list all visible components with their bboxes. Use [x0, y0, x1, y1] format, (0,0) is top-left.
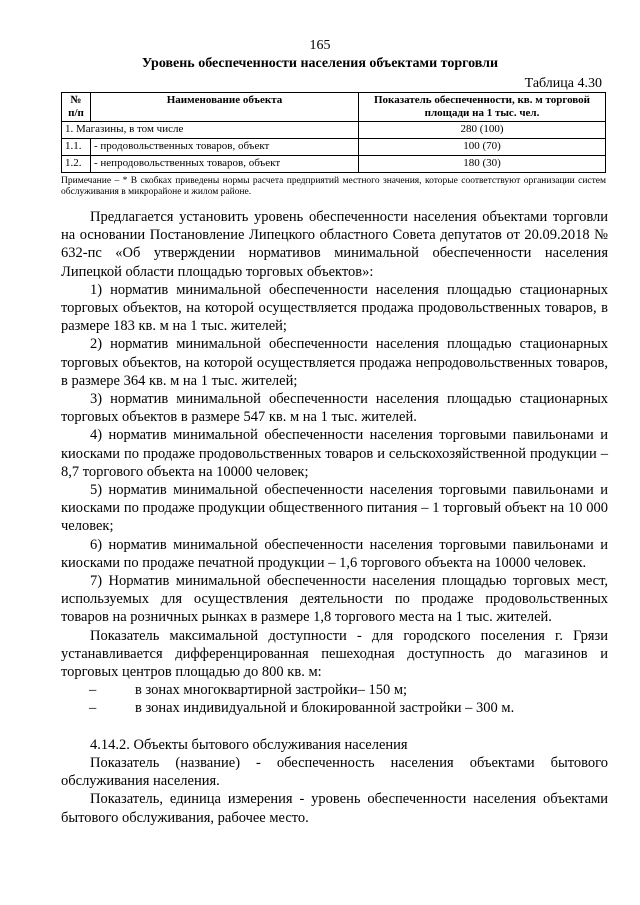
list-item: [61, 681, 608, 699]
table-note: Примечание – * В скобках приведены нормы расчета предприятий местного значения, которые соответствуют организации систем обслуживания в микрорайоне и жилом районе.: [61, 176, 606, 197]
section-heading: 4.14.2. Объекты бытового обслуживания населения: [90, 736, 408, 753]
paragraph: 4) норматив минимальной обеспеченности населения торговыми павильонами и киосками по продаже продовольственных товаров и сельскохозяйственной продукции – 8,7 торгового объекта на 10000 человек;: [61, 427, 608, 480]
row-value: 280 (100): [359, 122, 606, 139]
paragraph: 1) норматив минимальной обеспеченности населения площадью стационарных торговых объектов, на которой осуществляется продажа продовольственных товаров, в размере 183 кв. м на 1 тыс. жителей;: [61, 281, 608, 335]
header-number: № п/п: [62, 93, 91, 122]
table-label: Таблица 4.30: [524, 76, 602, 91]
row-name: - продовольственных товаров, объект: [91, 139, 359, 156]
paragraph: 5) норматив минимальной обеспеченности населения торговыми павильонами и киосками по продаже продукции общественного питания – 1 торговый объект на 10 000 человек;: [61, 482, 608, 535]
row-value: 100 (70): [359, 139, 606, 156]
table-row: [62, 122, 606, 139]
paragraph: Показатель максимальной доступности - для городского поселения г. Грязи устанавливается дифференцированная пешеходная доступность до магазинов и торговых центров площадью до 800 кв. м:: [61, 627, 608, 681]
page-number: 165: [309, 38, 331, 53]
paragraph: Показатель, единица измерения - уровень обеспеченности населения объектами бытового обслуживания, рабочее место.: [61, 791, 608, 826]
page-title: Уровень обеспеченности населения объектами торговли: [141, 56, 499, 71]
paragraph: 7) Норматив минимальной обеспеченности населения площадью торговых мест, используемых для осуществления деятельности по продаже продовольственных товаров на розничных рынках в размере 1,8 торгового места на 1 тыс. жителей.: [61, 573, 608, 626]
list-item-text: в зонах индивидуальной и блокированной застройки – 300 м.: [135, 700, 515, 717]
document-body: [61, 208, 608, 827]
header-object-name: Наименование объекта: [91, 93, 359, 122]
table-header-row: [62, 93, 606, 122]
dash-marker: –: [89, 700, 97, 717]
provision-table: [61, 92, 606, 173]
table-row: [62, 139, 606, 156]
list-item: [61, 699, 608, 717]
paragraph: 3) норматив минимальной обеспеченности населения площадью стационарных торговых объектов в размере 547 кв. м на 1 тыс. жителей.: [61, 391, 608, 426]
row-value: 180 (30): [359, 156, 606, 173]
table-row: [62, 156, 606, 173]
paragraph: 2) норматив минимальной обеспеченности населения площадью стационарных торговых объектов, на которой осуществляется продажа непродовольственных товаров, в размере 364 кв. м на 1 тыс. жителей;: [61, 336, 608, 389]
paragraph: Показатель (название) - обеспеченность населения объектами бытового обслуживания населения.: [61, 754, 608, 790]
row-name: 1. Магазины, в том числе: [62, 122, 359, 139]
row-number: 1.1.: [62, 139, 91, 156]
header-indicator: Показатель обеспеченности, кв. м торговой площади на 1 тыс. чел.: [359, 93, 606, 122]
paragraph: 6) норматив минимальной обеспеченности населения торговыми павильонами и киосками по продаже печатной продукции – 1,6 торгового объекта на 10000 человек.: [61, 536, 608, 571]
dash-marker: –: [89, 682, 97, 699]
paragraph: Предлагается установить уровень обеспеченности населения объектами торговли на основании Постановление Липецкого областного Совета депутатов от 20.09.2018 № 632-пс «Об утверждении нормативов минимальной обеспеченности населения Липецкой области площадью торговых объектов»:: [61, 209, 608, 280]
list-item-text: в зонах многоквартирной застройки– 150 м;: [135, 682, 408, 699]
row-name: - непродовольственных товаров, объект: [91, 156, 359, 173]
row-number: 1.2.: [62, 156, 91, 173]
